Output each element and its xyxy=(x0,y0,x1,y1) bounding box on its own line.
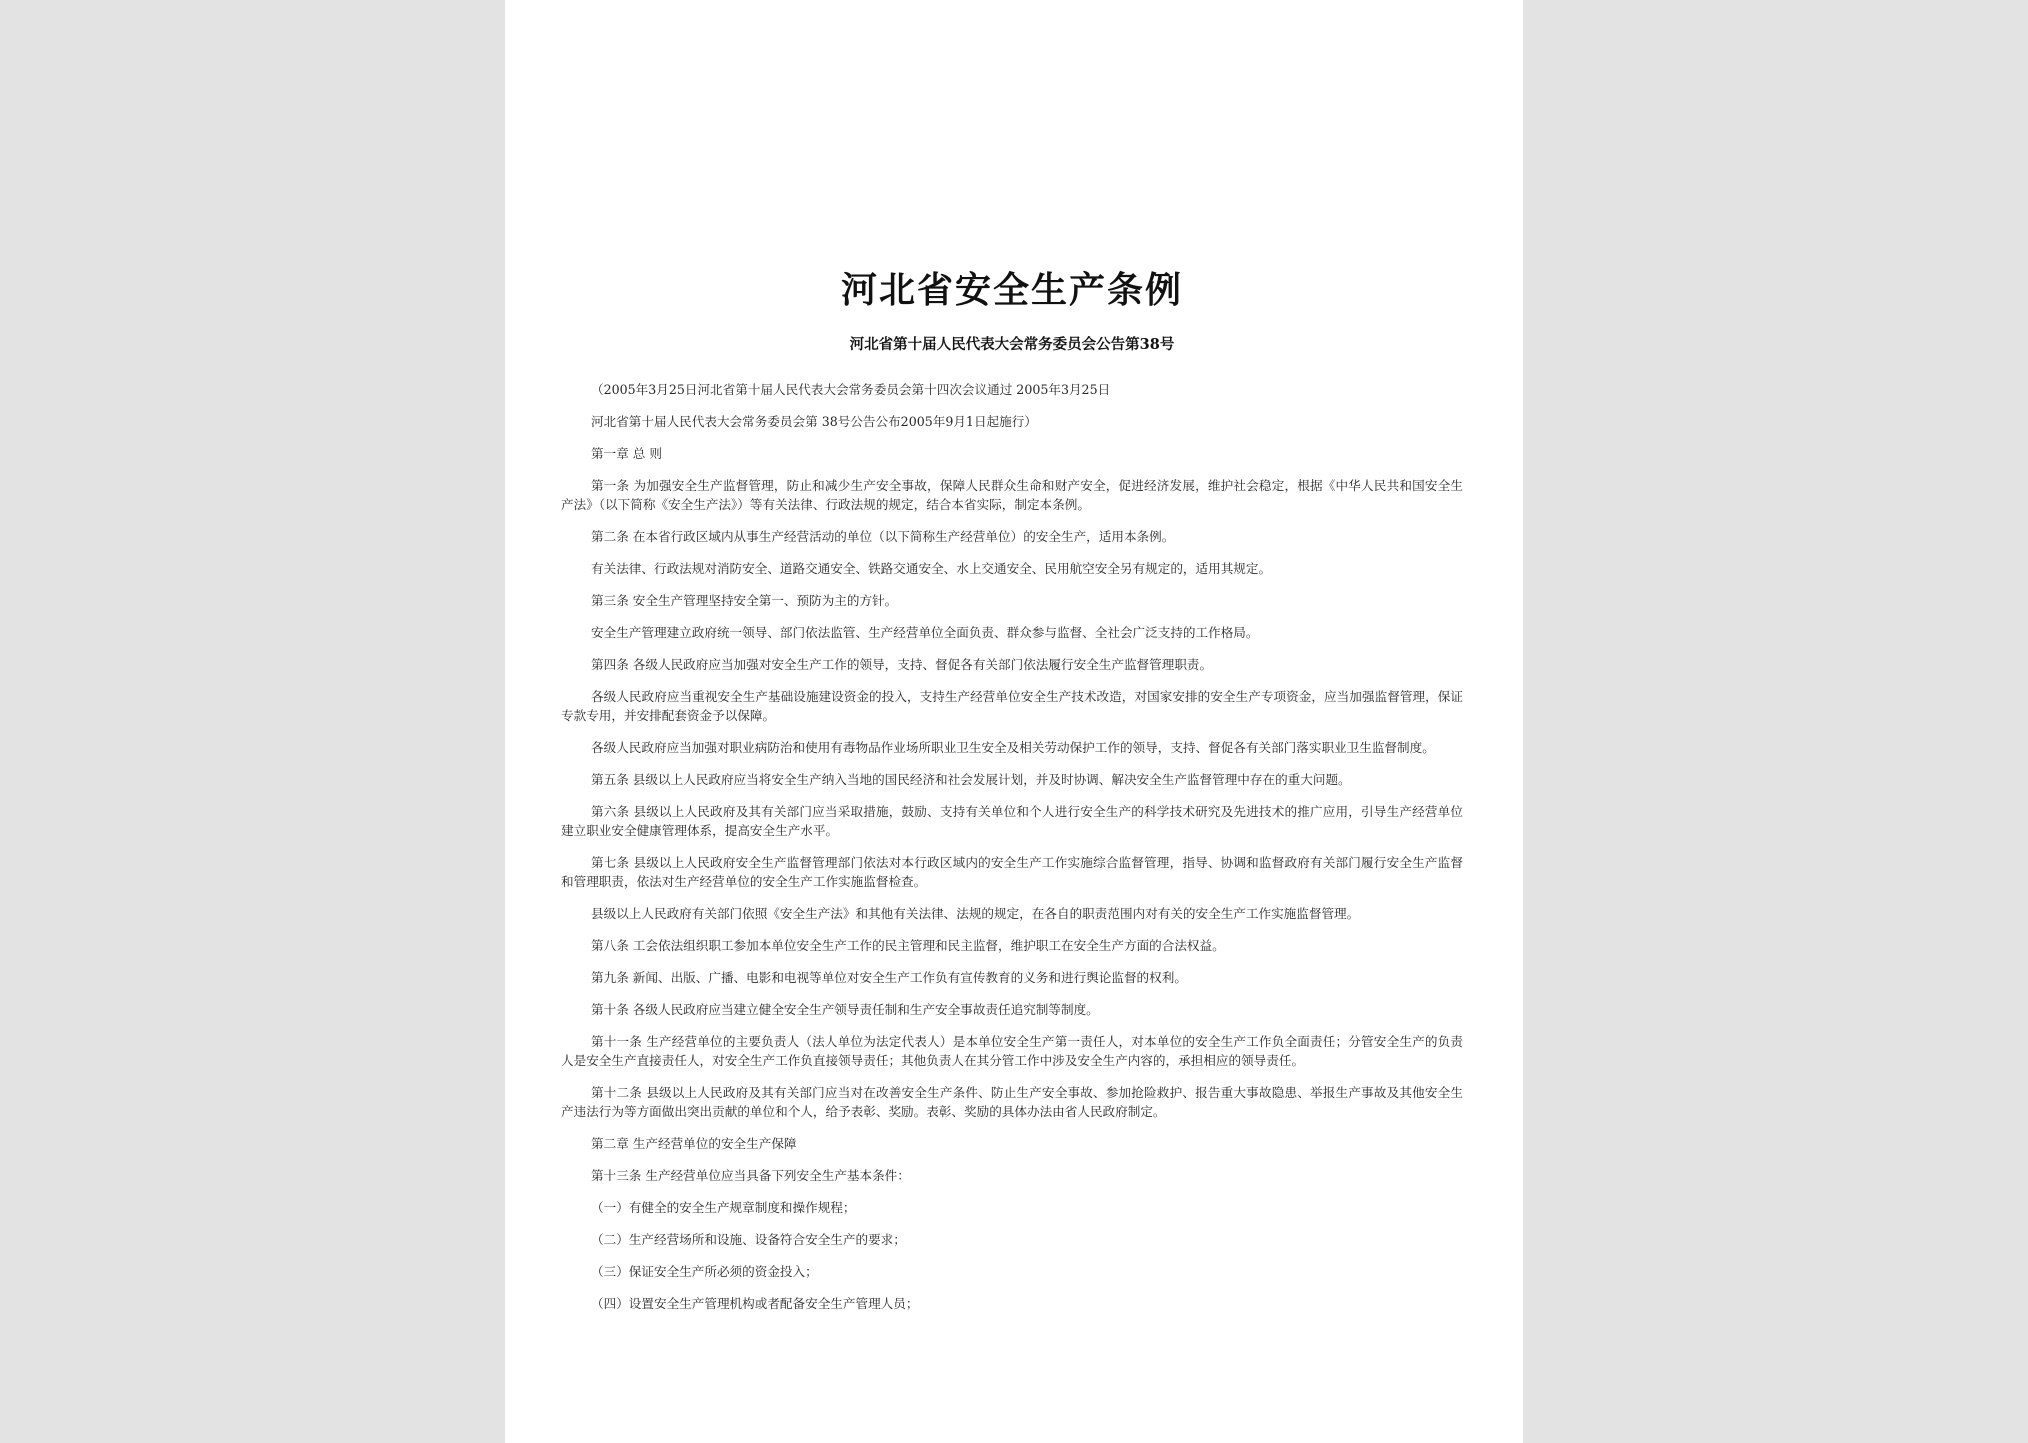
document-paragraph: 第四条 各级人民政府应当加强对安全生产工作的领导，支持、督促各有关部门依法履行安全生产监督管理职责。 xyxy=(591,657,1213,672)
document-paragraph: 河北省第十届人民代表大会常务委员会第 38号公告公布2005年9月1日起施行） xyxy=(591,414,1037,429)
document-paragraph: 第十一条 生产经营单位的主要负责人（法人单位为法定代表人）是本单位安全生产第一责任人，对本单位的安全生产工作负全面责任；分管安全生产的负责人是安全生产直接责任人，对安全生产工作负直接领导责任；其他负责人在其分管工作中涉及安全生产内容的，承担相应的领导责任。 xyxy=(561,1034,1463,1068)
document-paragraph: 第二章 生产经营单位的安全生产保障 xyxy=(591,1136,797,1151)
document-paragraph: 各级人民政府应当重视安全生产基础设施建设资金的投入，支持生产经营单位安全生产技术改造，对国家安排的安全生产专项资金，应当加强监督管理，保证专款专用，并安排配套资金予以保障。 xyxy=(561,689,1463,723)
document-title: 河北省安全生产条例 xyxy=(840,269,1183,311)
document-paragraph: 第八条 工会依法组织职工参加本单位安全生产工作的民主管理和民主监督，维护职工在安全生产方面的合法权益。 xyxy=(591,938,1225,953)
document-paragraph: 第五条 县级以上人民政府应当将安全生产纳入当地的国民经济和社会发展计划，并及时协调、解决安全生产监督管理中存在的重大问题。 xyxy=(591,772,1351,787)
document-paragraph: （一）有健全的安全生产规章制度和操作规程； xyxy=(591,1200,856,1215)
document-paragraph: 第十条 各级人民政府应当建立健全安全生产领导责任制和生产安全事故责任追究制等制度。 xyxy=(591,1002,1099,1017)
document-paragraph: （三）保证安全生产所必须的资金投入； xyxy=(591,1264,818,1279)
document-body xyxy=(561,380,1463,1313)
document-paragraph: 第三条 安全生产管理坚持安全第一、预防为主的方针。 xyxy=(591,593,898,608)
document-subtitle: 河北省第十届人民代表大会常务委员会公告第38号 xyxy=(849,336,1175,353)
document-paragraph: （四）设置安全生产管理机构或者配备安全生产管理人员； xyxy=(591,1296,919,1311)
document-page xyxy=(505,0,1523,1443)
document-paragraph: 第七条 县级以上人民政府安全生产监督管理部门依法对本行政区域内的安全生产工作实施综合监督管理，指导、协调和监督政府有关部门履行安全生产监督和管理职责，依法对生产经营单位的安全生产工作实施监督检查。 xyxy=(561,855,1463,889)
document-paragraph: 第一条 为加强安全生产监督管理，防止和减少生产安全事故，保障人民群众生命和财产安全，促进经济发展，维护社会稳定，根据《中华人民共和国安全生产法》（以下简称《安全生产法》）等有关法律、行政法规的规定，结合本省实际，制定本条例。 xyxy=(561,478,1463,512)
document-paragraph: 第十二条 县级以上人民政府及其有关部门应当对在改善安全生产条件、防止生产安全事故、参加抢险救护、报告重大事故隐患、举报生产事故及其他安全生产违法行为等方面做出突出贡献的单位和个人，给予表彰、奖励。表彰、奖励的具体办法由省人民政府制定。 xyxy=(561,1085,1463,1119)
document-paragraph: 第二条 在本省行政区域内从事生产经营活动的单位（以下简称生产经营单位）的安全生产，适用本条例。 xyxy=(591,529,1175,544)
document-paragraph: 安全生产管理建立政府统一领导、部门依法监管、生产经营单位全面负责、群众参与监督、全社会广泛支持的工作格局。 xyxy=(591,625,1259,640)
document-paragraph: 有关法律、行政法规对消防安全、道路交通安全、铁路交通安全、水上交通安全、民用航空安全另有规定的，适用其规定。 xyxy=(591,561,1272,576)
document-paragraph: 第九条 新闻、出版、广播、电影和电视等单位对安全生产工作负有宣传教育的义务和进行舆论监督的权利。 xyxy=(591,970,1187,985)
document-paragraph: 第一章 总 则 xyxy=(591,446,662,461)
document-paragraph: 县级以上人民政府有关部门依照《安全生产法》和其他有关法律、法规的规定，在各自的职责范围内对有关的安全生产工作实施监督管理。 xyxy=(591,906,1360,921)
document-paragraph: （2005年3月25日河北省第十届人民代表大会常务委员会第十四次会议通过 2005年3月25日 xyxy=(591,382,1111,397)
document-paragraph: （二）生产经营场所和设施、设备符合安全生产的要求； xyxy=(591,1232,906,1247)
document-paragraph: 第十三条 生产经营单位应当具备下列安全生产基本条件： xyxy=(591,1168,910,1183)
document-paragraph: 第六条 县级以上人民政府及其有关部门应当采取措施，鼓励、支持有关单位和个人进行安全生产的科学技术研究及先进技术的推广应用，引导生产经营单位建立职业安全健康管理体系，提高安全生产水平。 xyxy=(561,804,1463,838)
document-paragraph: 各级人民政府应当加强对职业病防治和使用有毒物品作业场所职业卫生安全及相关劳动保护工作的领导，支持、督促各有关部门落实职业卫生监督制度。 xyxy=(591,740,1435,755)
